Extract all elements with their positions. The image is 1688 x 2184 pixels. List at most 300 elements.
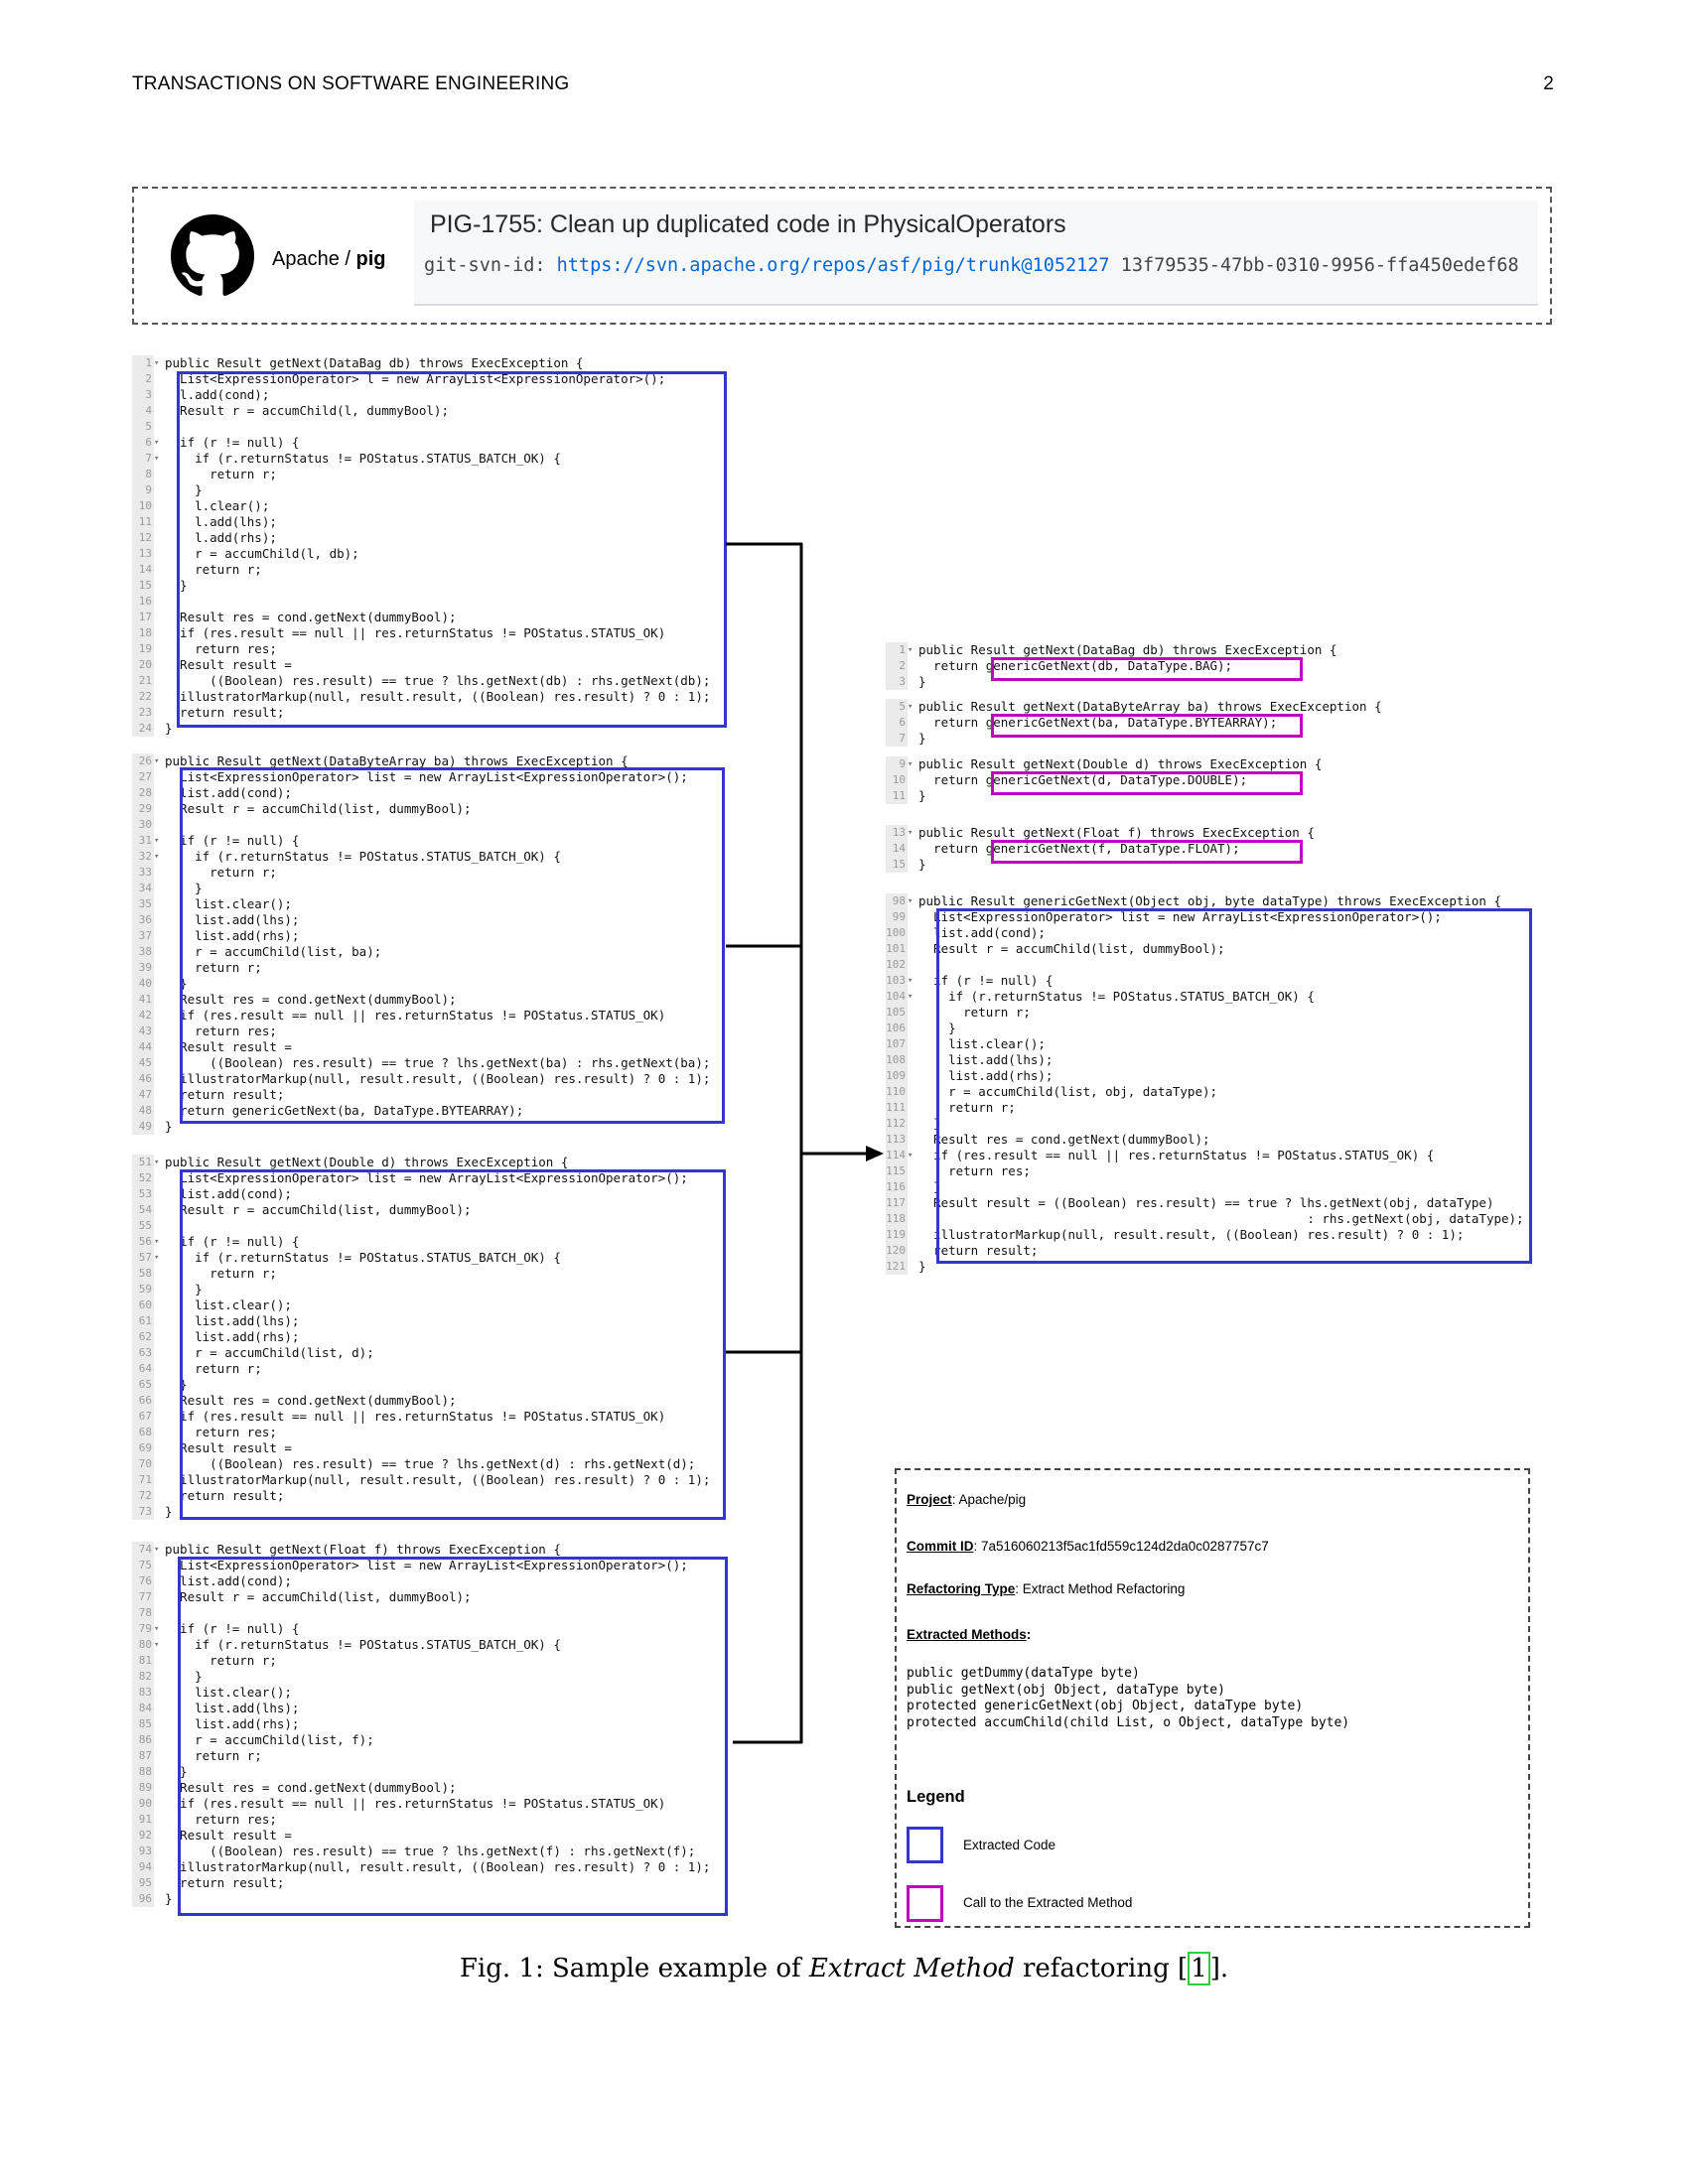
line-number: 2 [886,658,908,674]
line-number: 30 [132,817,154,833]
citation-link[interactable]: 1 [1188,1952,1210,1985]
line-number: 84 [132,1701,154,1716]
line-number: 117 [886,1196,906,1209]
page-number: 2 [1543,73,1554,94]
line-number: 14 [132,562,154,578]
refactoring-row [907,1581,1185,1596]
code-text: r = accumChild(l, db); [165,546,359,561]
code-text: if (r.returnStatus != POStatus.STATUS_BATCH_OK) { [165,1637,561,1652]
line-number: 53 [132,1186,154,1202]
line-number: 28 [132,785,154,801]
running-header-left: TRANSACTIONS ON SOFTWARE ENGINEERING [132,73,570,94]
code-text: if (r.returnStatus != POStatus.STATUS_BATCH_OK) { [918,989,1315,1004]
legend-title: Legend [907,1788,965,1806]
commit-prefix: git-svn-id: [424,255,557,276]
code-text: return result; [165,1488,285,1503]
extracted-call-highlight [991,714,1303,738]
github-octocat-icon [171,214,254,298]
code-text: if (r != null) { [918,973,1054,988]
line-number: 93 [132,1843,154,1859]
line-number: 81 [132,1653,154,1669]
line-number: 110 [886,1085,906,1098]
code-text: return res; [165,1024,277,1038]
code-text: if (r != null) { [165,435,300,450]
code-text: illustratorMarkup(null, result.result, ((Boolean) res.result) ? 0 : 1); [165,689,711,704]
code-text: illustratorMarkup(null, result.result, ((Boolean) res.result) ? 0 : 1); [918,1227,1465,1242]
line-number: 89 [132,1780,154,1796]
figure-caption [0,1952,1688,1985]
line-number: 34 [132,881,154,896]
line-number: 64 [132,1361,154,1377]
code-text: if (r != null) { [165,1234,300,1249]
line-number: 80 [132,1637,154,1653]
code-text: } [165,1504,173,1519]
code-text: l.add(lhs); [165,514,277,529]
arrow-head [866,1146,884,1161]
line-number: 103 [886,974,906,987]
code-text: Result result = [165,1039,292,1054]
line-number: 58 [132,1266,154,1282]
code-text: l.add(rhs); [165,530,277,545]
line-number: 6 [886,715,908,731]
code-text: list.add(cond); [165,1573,292,1588]
line-number: 107 [886,1037,906,1050]
project-row [907,1492,1026,1507]
fold-toggle-icon[interactable]: ▾ [908,992,914,1002]
code-text: list.clear(); [165,896,292,911]
line-number: 37 [132,928,154,944]
extracted-method-item: public getNext(obj Object, dataType byte) [907,1682,1225,1698]
code-text: public Result genericGetNext(Object obj, byte dataType) throws ExecException { [918,893,1501,908]
line-number: 24 [132,721,154,737]
code-text: ((Boolean) res.result) == true ? lhs.getNext(d) : rhs.getNext(d); [165,1456,696,1471]
line-number: 120 [886,1244,906,1257]
code-text: Result r = accumChild(list, dummyBool); [918,941,1225,956]
line-number: 22 [132,689,154,705]
fold-toggle-icon[interactable]: ▾ [154,756,160,766]
code-text: r = accumChild(list, obj, dataType); [918,1084,1218,1099]
code-text: public Result getNext(Float f) throws ExecException { [918,825,1315,840]
code-text: list.clear(); [165,1685,292,1700]
line-number: 23 [132,705,154,721]
line-number: 19 [132,641,154,657]
code-text: if (r != null) { [165,833,300,848]
code-text: public Result getNext(Float f) throws ExecException { [165,1542,561,1557]
line-number: 105 [886,1006,906,1019]
line-number: 102 [886,958,906,971]
project-label: Project [907,1492,952,1507]
refactoring-label: Refactoring Type [907,1581,1016,1596]
code-text: } [918,1259,926,1274]
extracted-methods-list [907,1666,1349,1731]
line-number: 1 [886,642,908,658]
line-number: 9 [886,756,908,772]
code-text: r = accumChild(list, f); [165,1732,374,1747]
code-text: } [918,674,926,689]
extracted-label: Extracted Methods [907,1627,1027,1642]
line-number: 7 [132,451,154,467]
line-number: 76 [132,1573,154,1589]
line-number: 49 [132,1119,154,1135]
code-text: return res; [165,1812,277,1827]
line-number: 11 [886,788,908,804]
fold-toggle-icon[interactable]: ▾ [908,702,914,712]
line-number: 4 [132,403,154,419]
line-number: 43 [132,1024,154,1039]
line-number: 83 [132,1685,154,1701]
extracted-code-highlight [177,371,727,728]
code-text: list.add(cond); [165,1186,292,1201]
extracted-code-highlight [178,1557,728,1916]
line-number: 18 [132,625,154,641]
refactoring-value: : Extract Method Refactoring [1015,1581,1186,1596]
code-text: } [165,1282,203,1297]
code-text: list.add(rhs); [165,1716,300,1731]
code-text: } [918,788,926,803]
code-text: list.add(lhs); [165,912,300,927]
code-text: List<ExpressionOperator> list = new ArrayList<ExpressionOperator>(); [165,1170,688,1185]
line-number: 51 [132,1155,154,1170]
fold-toggle-icon[interactable]: ▾ [908,976,914,986]
line-number: 10 [886,772,908,788]
code-text: Result result = [165,657,292,672]
extracted-row [907,1627,1031,1642]
line-number: 108 [886,1053,906,1066]
commit-row [907,1539,1269,1554]
code-text: ((Boolean) res.result) == true ? lhs.getNext(db) : rhs.getNext(db); [165,673,711,688]
line-number: 40 [132,976,154,992]
line-number: 119 [886,1228,906,1241]
extracted-colon: : [1026,1627,1032,1642]
fold-toggle-icon[interactable]: ▾ [908,759,914,769]
line-number: 106 [886,1022,906,1034]
code-text: list.add(rhs); [918,1068,1054,1083]
code-text: illustratorMarkup(null, result.result, ((Boolean) res.result) ? 0 : 1); [165,1472,711,1487]
refactoring-info-box [895,1468,1530,1928]
code-text: r = accumChild(list, d); [165,1345,374,1360]
line-number: 15 [132,578,154,594]
line-number: 32 [132,849,154,865]
code-text: } [165,1669,203,1684]
fold-toggle-icon[interactable]: ▾ [154,836,160,846]
project-value: : Apache/pig [951,1492,1027,1507]
line-number: 39 [132,960,154,976]
code-text: return genericGetNext(db, DataType.BAG); [918,658,1233,673]
commit-header-box [132,187,1552,325]
line-number: 68 [132,1425,154,1440]
code-text: public Result getNext(DataByteArray ba) throws ExecException { [918,699,1382,714]
line-number: 98 [886,893,908,909]
code-text: list.add(rhs); [165,1329,300,1344]
line-number: 6 [132,435,154,451]
legend-label-call: Call to the Extracted Method [963,1895,1133,1910]
line-number: 1 [132,355,154,371]
line-number: 115 [886,1164,906,1177]
code-text: Result r = accumChild(list, dummyBool); [165,1202,472,1217]
code-text: List<ExpressionOperator> list = new ArrayList<ExpressionOperator>(); [165,769,688,784]
extracted-code-highlight [180,767,725,1124]
code-text: r = accumChild(list, ba); [165,944,382,959]
line-number: 70 [132,1456,154,1472]
code-text: public Result getNext(Double d) throws ExecException { [165,1155,569,1169]
code-text: } [918,1116,941,1131]
code-text: List<ExpressionOperator> list = new ArrayList<ExpressionOperator>(); [918,909,1442,924]
code-text: if (res.result == null || res.returnStatus != POStatus.STATUS_OK) [165,1409,666,1424]
line-number: 109 [886,1069,906,1082]
line-number: 15 [886,857,908,873]
code-text: : rhs.getNext(obj, dataType); [918,1211,1524,1226]
code-text: Result res = cond.getNext(dummyBool); [918,1132,1210,1147]
code-text: } [165,1119,173,1134]
line-number: 27 [132,769,154,785]
line-number: 5 [886,699,908,715]
caption-suffix: refactoring [ [1014,1954,1189,1983]
code-text: if (r.returnStatus != POStatus.STATUS_BATCH_OK) { [165,451,561,466]
line-number: 36 [132,912,154,928]
code-text: return r; [165,467,277,481]
line-number: 20 [132,657,154,673]
line-number: 95 [132,1875,154,1891]
line-number: 71 [132,1472,154,1488]
code-text: list.add(cond); [165,785,292,800]
code-text: return r; [165,1748,262,1763]
line-number: 14 [886,841,908,857]
extracted-call-highlight [991,771,1303,795]
code-text: return r; [918,1005,1031,1020]
line-number: 26 [132,753,154,769]
line-number: 92 [132,1828,154,1843]
line-number: 113 [886,1133,906,1146]
line-number: 101 [886,942,906,955]
code-text: if (r.returnStatus != POStatus.STATUS_BATCH_OK) { [165,849,561,864]
code-text: return genericGetNext(f, DataType.FLOAT); [918,841,1240,856]
fold-toggle-icon[interactable]: ▾ [154,1158,160,1167]
repo-owner: Apache / [272,248,356,270]
line-number: 94 [132,1859,154,1875]
extracted-method-item: protected genericGetNext(obj Object, dataType byte) [907,1699,1304,1713]
line-number: 12 [132,530,154,546]
commit-panel [414,201,1538,306]
code-text: } [165,721,173,736]
line-number: 114 [886,1149,906,1161]
line-number: 41 [132,992,154,1008]
fold-toggle-icon[interactable]: ▾ [154,358,160,368]
repo-name[interactable] [272,248,386,271]
code-text: Result result = [165,1828,292,1843]
code-text: if (res.result == null || res.returnStatus != POStatus.STATUS_OK) { [918,1148,1435,1162]
fold-toggle-icon[interactable]: ▾ [154,438,160,448]
commit-message [424,255,1519,276]
line-number: 78 [132,1605,154,1621]
code-text: list.add(cond); [918,925,1046,940]
code-text: return r; [165,1266,277,1281]
code-text: } [165,976,188,991]
code-text: l.clear(); [165,498,270,513]
fold-toggle-icon[interactable]: ▾ [154,1545,160,1555]
code-text: Result r = accumChild(list, dummyBool); [165,801,472,816]
code-text: Result res = cond.getNext(dummyBool); [165,1780,457,1795]
code-text: return result; [165,1875,285,1890]
line-number: 87 [132,1748,154,1764]
code-text: } [165,881,203,895]
svn-link[interactable]: https://svn.apache.org/repos/asf/pig/trunk@1052127 [556,255,1110,276]
line-number: 13 [886,825,908,841]
line-number: 96 [132,1891,154,1907]
line-number: 55 [132,1218,154,1234]
line-number: 72 [132,1488,154,1504]
line-number: 2 [132,371,154,387]
code-text: return result; [165,705,285,720]
code-text: return genericGetNext(ba, DataType.BYTEARRAY); [918,715,1278,730]
fold-toggle-icon[interactable]: ▾ [154,1237,160,1247]
line-number: 79 [132,1621,154,1637]
line-number: 86 [132,1732,154,1748]
line-number: 104 [886,990,906,1003]
line-number: 10 [132,498,154,514]
line-number: 11 [132,514,154,530]
caption-end: ]. [1209,1954,1229,1983]
code-text: if (res.result == null || res.returnStatus != POStatus.STATUS_OK) [165,1796,666,1811]
caption-emphasis: Extract Method [808,1954,1015,1983]
line-number: 16 [132,594,154,610]
code-text: public Result getNext(DataByteArray ba) throws ExecException { [165,753,629,768]
line-number: 47 [132,1087,154,1103]
line-number: 5 [132,419,154,435]
fold-toggle-icon[interactable]: ▾ [908,645,914,655]
extracted-method-item: protected accumChild(child List, o Object, dataType byte) [907,1714,1350,1730]
code-text: } [918,857,926,872]
line-number: 44 [132,1039,154,1055]
code-text: } [918,1021,956,1035]
caption-prefix: Fig. 1: Sample example of [459,1954,809,1983]
code-text: l.add(cond); [165,387,270,402]
code-text: } [165,1764,188,1779]
code-text: if (res.result == null || res.returnStatus != POStatus.STATUS_OK) [165,625,666,640]
line-number: 7 [886,731,908,747]
code-text: Result r = accumChild(list, dummyBool); [165,1589,472,1604]
code-text: return genericGetNext(d, DataType.DOUBLE); [918,772,1248,787]
fold-toggle-icon[interactable]: ▾ [908,1151,914,1160]
line-number: 121 [886,1260,906,1273]
fold-toggle-icon[interactable]: ▾ [908,828,914,838]
line-number: 62 [132,1329,154,1345]
code-text: } [918,1179,941,1194]
legend-swatch-extracted [907,1827,943,1863]
code-text: } [918,731,926,746]
line-number: 61 [132,1313,154,1329]
code-text: } [165,578,188,593]
line-number: 73 [132,1504,154,1520]
commit-title: PIG-1755: Clean up duplicated code in PhysicalOperators [430,210,1066,238]
code-text: return res; [165,1425,277,1439]
line-number: 8 [132,467,154,482]
commit-label: Commit ID [907,1539,974,1554]
fold-toggle-icon[interactable]: ▾ [154,454,160,464]
line-number: 91 [132,1812,154,1828]
code-text: return r; [165,562,262,577]
code-text: List<ExpressionOperator> l = new ArrayList<ExpressionOperator>(); [165,371,666,386]
line-number: 69 [132,1440,154,1456]
line-number: 45 [132,1055,154,1071]
code-text: return res; [165,641,277,656]
line-number: 3 [886,674,908,690]
line-number: 46 [132,1071,154,1087]
code-text: list.add(lhs); [165,1313,300,1328]
line-number: 88 [132,1764,154,1780]
line-number: 67 [132,1409,154,1425]
line-number: 63 [132,1345,154,1361]
code-text: list.add(rhs); [165,928,300,943]
code-text: List<ExpressionOperator> list = new ArrayList<ExpressionOperator>(); [165,1558,688,1572]
line-number: 17 [132,610,154,625]
line-number: 100 [886,926,906,939]
code-text: public Result getNext(DataBag db) throws ExecException { [165,355,584,370]
line-number: 116 [886,1180,906,1193]
code-text: Result result = [165,1440,292,1455]
repo-title: pig [355,248,386,270]
line-number: 60 [132,1297,154,1313]
code-text: return r; [165,865,277,880]
extracted-method-item: public getDummy(dataType byte) [907,1666,1140,1681]
line-number: 48 [132,1103,154,1119]
fold-toggle-icon[interactable]: ▾ [154,1624,160,1634]
code-text: illustratorMarkup(null, result.result, ((Boolean) res.result) ? 0 : 1); [165,1071,711,1086]
code-text: Result res = cond.getNext(dummyBool); [165,610,457,624]
extracted-call-highlight [991,840,1303,864]
code-text: if (res.result == null || res.returnStatus != POStatus.STATUS_OK) [165,1008,666,1023]
line-number: 111 [886,1101,906,1114]
code-text: if (r.returnStatus != POStatus.STATUS_BATCH_OK) { [165,1250,561,1265]
line-number: 118 [886,1212,906,1225]
line-number: 85 [132,1716,154,1732]
legend-swatch-call [907,1885,943,1922]
line-number: 75 [132,1558,154,1573]
line-number: 54 [132,1202,154,1218]
line-number: 9 [132,482,154,498]
fold-toggle-icon[interactable]: ▾ [154,1640,160,1650]
code-text: Result r = accumChild(l, dummyBool); [165,403,449,418]
code-text: return result; [165,1087,285,1102]
code-text: Result res = cond.getNext(dummyBool); [165,1393,457,1408]
line-number: 33 [132,865,154,881]
fold-toggle-icon[interactable]: ▾ [154,852,160,862]
line-number: 65 [132,1377,154,1393]
code-text: illustratorMarkup(null, result.result, ((Boolean) res.result) ? 0 : 1); [165,1859,711,1874]
extracted-code-highlight [180,1169,726,1520]
line-number: 66 [132,1393,154,1409]
code-text: } [165,1377,188,1392]
extracted-code-highlight [936,908,1532,1264]
line-number: 77 [132,1589,154,1605]
code-text: } [165,1891,173,1906]
code-text: ((Boolean) res.result) == true ? lhs.getNext(ba) : rhs.getNext(ba); [165,1055,711,1070]
code-text: return r; [165,960,262,975]
line-number: 13 [132,546,154,562]
code-text: ((Boolean) res.result) == true ? lhs.getNext(f) : rhs.getNext(f); [165,1843,696,1858]
code-text: } [165,482,203,497]
code-text: return r; [918,1100,1016,1115]
line-number: 38 [132,944,154,960]
fold-toggle-icon[interactable]: ▾ [154,1253,160,1263]
code-text: return result; [918,1243,1039,1258]
commit-value: : 7a516060213f5ac1fd559c124d2da0c0287757c7 [973,1539,1269,1554]
fold-toggle-icon[interactable]: ▾ [908,896,914,906]
code-text: return res; [918,1163,1031,1178]
code-text: public Result getNext(DataBag db) throws ExecException { [918,642,1337,657]
line-number: 99 [886,909,908,925]
line-number: 56 [132,1234,154,1250]
extracted-call-highlight [991,657,1303,681]
